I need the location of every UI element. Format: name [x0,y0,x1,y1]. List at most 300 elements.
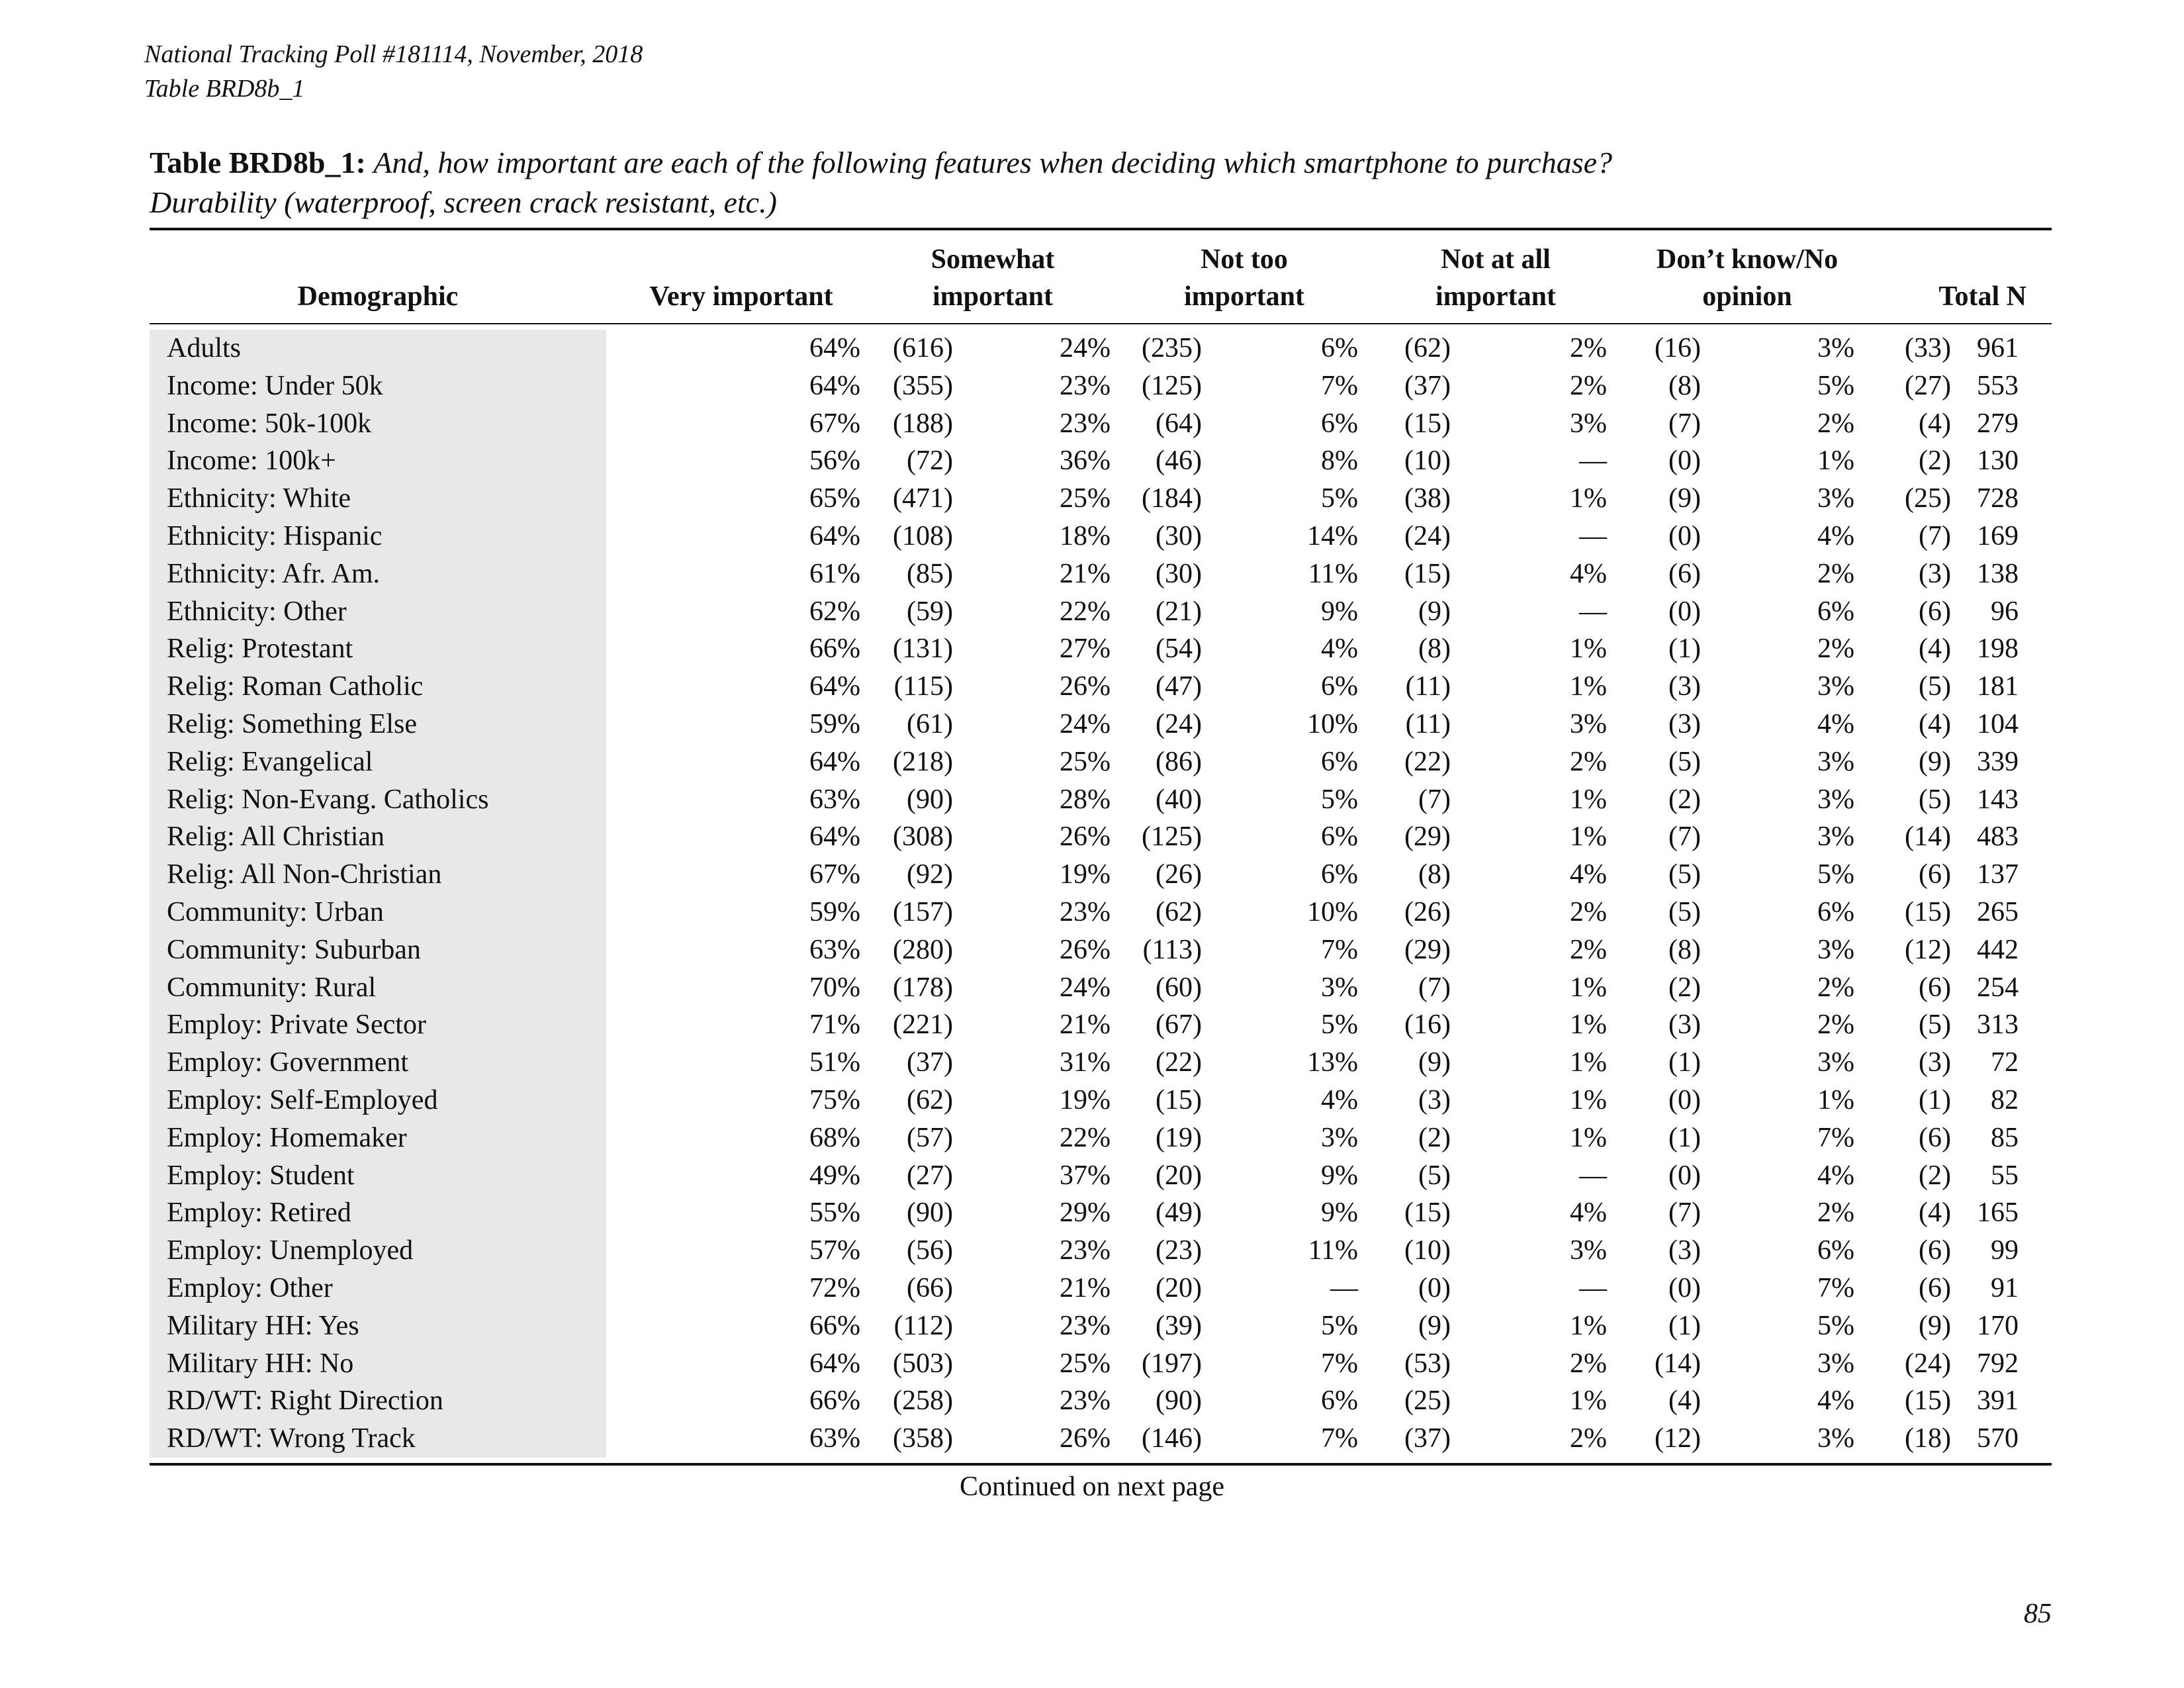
not-at-all-important-pct: 2% [1570,934,1607,965]
somewhat-important-n: (113) [1142,934,1202,965]
not-too-important-n: (7) [1418,784,1451,815]
not-at-all-important-n: (0) [1668,596,1701,627]
dont-know-pct: 5% [1817,1310,1854,1341]
very-important-n: (112) [893,1310,953,1341]
dont-know-pct: 3% [1817,1047,1854,1078]
row-demographic: Relig: All Non-Christian [167,859,442,890]
row-demographic: Income: 50k-100k [167,408,372,439]
very-important-n: (358) [893,1423,953,1454]
dont-know-pct: 3% [1817,671,1854,702]
very-important-n: (157) [893,896,953,927]
not-too-important-n: (15) [1404,1197,1451,1229]
very-important-n: (90) [907,1197,953,1229]
not-at-all-important-n: (4) [1668,1385,1701,1417]
not-too-important-pct: 6% [1321,408,1358,439]
not-at-all-important-pct: 1% [1570,1009,1607,1041]
somewhat-important-pct: 24% [1060,708,1111,739]
table-row [150,1157,2052,1195]
dont-know-n: (4) [1919,633,1951,665]
very-important-n: (92) [907,859,953,890]
row-demographic: Ethnicity: Other [167,596,347,627]
total-n: 339 [1977,746,2019,777]
not-at-all-important-pct: 3% [1570,1235,1607,1266]
table-row [150,593,2052,631]
header-not-too-important: Not too important [1184,244,1304,312]
dont-know-pct: 3% [1817,333,1854,363]
not-too-important-pct: 11% [1308,558,1358,589]
not-at-all-important-pct: 2% [1570,370,1607,401]
dont-know-pct: 5% [1817,859,1854,890]
very-important-pct: 61% [809,558,860,589]
total-n: 279 [1977,408,2019,439]
not-at-all-important-pct: — [1579,445,1607,477]
not-at-all-important-n: (8) [1668,934,1701,965]
not-at-all-important-pct: 1% [1570,821,1607,853]
not-at-all-important-pct: 1% [1570,972,1607,1003]
not-at-all-important-pct: 4% [1570,558,1607,589]
somewhat-important-n: (24) [1156,708,1202,739]
very-important-pct: 66% [809,633,860,665]
row-demographic: Employ: Other [167,1272,333,1303]
table-title-question: And, how important are each of the following features when deciding which smartphone to purchase? [373,146,1613,179]
row-demographic: Ethnicity: Afr. Am. [167,558,380,589]
row-demographic: Employ: Unemployed [167,1235,414,1266]
not-at-all-important-n: (0) [1668,520,1701,551]
table-body [150,330,2052,1458]
table-row [150,405,2052,443]
very-important-n: (61) [907,708,953,739]
very-important-pct: 65% [809,483,860,514]
not-too-important-pct: 7% [1321,370,1358,401]
very-important-pct: 64% [809,746,860,777]
not-at-all-important-pct: 1% [1570,1385,1607,1417]
not-too-important-pct: 9% [1321,596,1358,627]
somewhat-important-pct: 31% [1060,1047,1111,1078]
dont-know-pct: 3% [1817,784,1854,815]
somewhat-important-n: (125) [1142,821,1202,853]
dont-know-pct: 3% [1817,1348,1854,1379]
dont-know-pct: 3% [1817,934,1854,965]
dont-know-n: (5) [1919,1009,1951,1041]
row-demographic: RD/WT: Wrong Track [167,1423,416,1454]
running-header-poll: National Tracking Poll #181114, November, 2018 [144,40,643,68]
very-important-n: (503) [893,1348,953,1379]
not-at-all-important-n: (6) [1668,558,1701,589]
header-dont-know: Don’t know/No opinion [1656,244,1839,312]
dont-know-n: (9) [1919,746,1951,777]
dont-know-pct: 7% [1817,1122,1854,1153]
dont-know-n: (4) [1919,1197,1951,1229]
very-important-n: (59) [907,596,953,627]
dont-know-n: (6) [1919,596,1951,627]
not-too-important-n: (3) [1418,1084,1451,1115]
somewhat-important-n: (22) [1156,1047,1202,1078]
very-important-n: (62) [907,1084,953,1115]
total-n: 254 [1977,972,2019,1003]
somewhat-important-pct: 25% [1060,483,1111,514]
row-demographic: Employ: Government [167,1047,409,1078]
very-important-pct: 63% [809,784,860,815]
not-too-important-pct: 6% [1321,333,1358,363]
dont-know-pct: 2% [1817,972,1854,1003]
total-n: 728 [1977,483,2019,514]
dont-know-n: (2) [1919,445,1951,477]
somewhat-important-pct: 36% [1060,445,1111,477]
not-at-all-important-pct: 1% [1570,671,1607,702]
not-at-all-important-pct: 3% [1570,708,1607,739]
not-too-important-pct: 4% [1321,1084,1358,1115]
row-demographic: Community: Suburban [167,934,421,965]
somewhat-important-pct: 27% [1060,633,1111,665]
very-important-n: (37) [907,1047,953,1078]
not-too-important-n: (37) [1404,1423,1451,1454]
very-important-n: (280) [893,934,953,965]
not-too-important-n: (8) [1418,859,1451,890]
somewhat-important-n: (125) [1142,370,1202,401]
somewhat-important-n: (39) [1156,1310,1202,1341]
not-at-all-important-n: (0) [1668,1160,1701,1191]
not-at-all-important-n: (14) [1655,1348,1701,1379]
not-at-all-important-n: (1) [1668,1310,1701,1341]
table-row [150,367,2052,405]
not-at-all-important-n: (3) [1668,671,1701,702]
not-too-important-n: (62) [1404,333,1451,363]
row-demographic: Military HH: Yes [167,1310,359,1341]
not-at-all-important-n: (0) [1668,1084,1701,1115]
header-rule [150,323,2052,324]
dont-know-n: (25) [1905,483,1951,514]
table-row [150,818,2052,856]
dont-know-pct: 3% [1817,483,1854,514]
somewhat-important-n: (20) [1156,1160,1202,1191]
dont-know-n: (5) [1919,671,1951,702]
not-too-important-n: (0) [1418,1272,1451,1303]
table-title [150,143,2056,222]
very-important-pct: 57% [809,1235,860,1266]
not-at-all-important-pct: — [1579,596,1607,627]
dont-know-n: (1) [1919,1084,1951,1115]
table-row [150,1345,2052,1383]
somewhat-important-n: (60) [1156,972,1202,1003]
dont-know-pct: 3% [1817,1423,1854,1454]
very-important-pct: 71% [809,1009,860,1041]
not-too-important-n: (5) [1418,1160,1451,1191]
row-demographic: Relig: Roman Catholic [167,671,424,702]
not-at-all-important-pct: — [1579,520,1607,551]
not-too-important-n: (11) [1405,708,1451,739]
somewhat-important-pct: 23% [1060,1235,1111,1266]
not-too-important-pct: 11% [1308,1235,1358,1266]
not-at-all-important-n: (2) [1668,972,1701,1003]
somewhat-important-n: (67) [1156,1009,1202,1041]
row-demographic: Adults [167,333,242,363]
table-row [150,1382,2052,1420]
row-demographic: Ethnicity: Hispanic [167,520,383,551]
very-important-pct: 55% [809,1197,860,1229]
not-too-important-n: (7) [1418,972,1451,1003]
not-at-all-important-n: (9) [1668,483,1701,514]
somewhat-important-n: (49) [1156,1197,1202,1229]
not-too-important-pct: 6% [1321,746,1358,777]
very-important-pct: 64% [809,520,860,551]
running-header [144,37,643,106]
dont-know-n: (4) [1919,708,1951,739]
page-number: 85 [2024,1599,2052,1629]
not-at-all-important-n: (1) [1668,633,1701,665]
somewhat-important-pct: 29% [1060,1197,1111,1229]
somewhat-important-pct: 26% [1060,671,1111,702]
not-at-all-important-pct: 1% [1570,1084,1607,1115]
table-row [150,1232,2052,1270]
somewhat-important-n: (235) [1142,333,1202,363]
not-too-important-n: (22) [1404,746,1451,777]
total-n: 570 [1977,1423,2019,1454]
somewhat-important-n: (54) [1156,633,1202,665]
very-important-pct: 68% [809,1122,860,1153]
not-at-all-important-n: (3) [1668,1009,1701,1041]
not-too-important-pct: 5% [1321,1009,1358,1041]
total-n: 313 [1977,1009,2019,1041]
very-important-n: (131) [893,633,953,665]
row-demographic: RD/WT: Right Direction [167,1385,443,1417]
not-too-important-pct: 8% [1321,445,1358,477]
very-important-n: (90) [907,784,953,815]
row-demographic: Relig: Something Else [167,708,417,739]
row-demographic: Relig: Evangelical [167,746,373,777]
dont-know-pct: 1% [1817,1084,1854,1115]
very-important-n: (57) [907,1122,953,1153]
somewhat-important-pct: 26% [1060,934,1111,965]
very-important-pct: 67% [809,408,860,439]
dont-know-pct: 4% [1817,1160,1854,1191]
not-at-all-important-pct: 1% [1570,784,1607,815]
not-at-all-important-pct: 2% [1570,1423,1607,1454]
table-title-subtitle: Durability (waterproof, screen crack resistant, etc.) [150,185,777,219]
row-demographic: Employ: Retired [167,1197,351,1229]
dont-know-pct: 7% [1817,1272,1854,1303]
total-n: 72 [1991,1047,2019,1078]
row-demographic: Relig: All Christian [167,821,385,853]
very-important-n: (72) [907,445,953,477]
somewhat-important-n: (23) [1156,1235,1202,1266]
very-important-pct: 64% [809,333,860,363]
somewhat-important-pct: 23% [1060,370,1111,401]
row-demographic: Income: 100k+ [167,445,336,477]
header-total-n: Total N [1938,281,2026,312]
not-too-important-pct: 6% [1321,1385,1358,1417]
somewhat-important-n: (26) [1156,859,1202,890]
not-too-important-pct: 14% [1307,520,1358,551]
table-row [150,931,2052,969]
dont-know-n: (27) [1905,370,1951,401]
not-too-important-pct: 7% [1321,934,1358,965]
table-row [150,442,2052,480]
total-n: 91 [1991,1272,2019,1303]
somewhat-important-pct: 24% [1060,333,1111,363]
very-important-pct: 59% [809,896,860,927]
table-row [150,518,2052,555]
not-at-all-important-n: (7) [1668,821,1701,853]
very-important-n: (308) [893,821,953,853]
dont-know-n: (33) [1905,333,1951,363]
not-too-important-pct: — [1330,1272,1358,1303]
total-n: 169 [1977,520,2019,551]
very-important-n: (188) [893,408,953,439]
not-too-important-pct: 13% [1307,1047,1358,1078]
somewhat-important-pct: 28% [1060,784,1111,815]
dont-know-n: (3) [1919,1047,1951,1078]
table-row [150,1420,2052,1458]
very-important-n: (221) [893,1009,953,1041]
not-at-all-important-n: (3) [1668,1235,1701,1266]
table-row [150,894,2052,931]
not-too-important-pct: 10% [1307,708,1358,739]
table-row [150,1082,2052,1119]
dont-know-n: (7) [1919,520,1951,551]
dont-know-n: (6) [1919,1122,1951,1153]
table-row [150,856,2052,894]
row-demographic: Employ: Student [167,1160,355,1191]
total-n: 181 [1977,671,2019,702]
very-important-pct: 67% [809,859,860,890]
dont-know-n: (6) [1919,1235,1951,1266]
very-important-pct: 49% [809,1160,860,1191]
not-too-important-n: (37) [1404,370,1451,401]
dont-know-pct: 6% [1817,1235,1854,1266]
very-important-n: (108) [893,520,953,551]
very-important-n: (218) [893,746,953,777]
not-at-all-important-n: (16) [1655,333,1701,363]
row-demographic: Employ: Homemaker [167,1122,407,1153]
not-too-important-n: (10) [1404,1235,1451,1266]
not-too-important-n: (2) [1418,1122,1451,1153]
somewhat-important-n: (30) [1156,520,1202,551]
somewhat-important-pct: 26% [1060,821,1111,853]
not-too-important-n: (8) [1418,633,1451,665]
table-row [150,1044,2052,1082]
not-at-all-important-pct: — [1579,1272,1607,1303]
very-important-pct: 63% [809,1423,860,1454]
total-n: 99 [1991,1235,2019,1266]
not-at-all-important-pct: 2% [1570,746,1607,777]
table-row [150,630,2052,668]
somewhat-important-n: (19) [1156,1122,1202,1153]
not-too-important-n: (29) [1404,821,1451,853]
not-at-all-important-n: (7) [1668,1197,1701,1229]
somewhat-important-pct: 21% [1060,1009,1111,1041]
total-n: 391 [1977,1385,2019,1417]
very-important-pct: 64% [809,370,860,401]
very-important-n: (85) [907,558,953,589]
not-at-all-important-pct: 3% [1570,408,1607,439]
row-demographic: Military HH: No [167,1348,354,1379]
row-demographic: Community: Rural [167,972,377,1003]
not-too-important-pct: 4% [1321,633,1358,665]
dont-know-n: (6) [1919,1272,1951,1303]
dont-know-n: (6) [1919,859,1951,890]
not-at-all-important-pct: 4% [1570,1197,1607,1229]
not-at-all-important-pct: 1% [1570,1047,1607,1078]
very-important-pct: 63% [809,934,860,965]
not-at-all-important-n: (1) [1668,1122,1701,1153]
dont-know-n: (12) [1905,934,1951,965]
table-row [150,1270,2052,1307]
dont-know-pct: 2% [1817,558,1854,589]
header-demographic: Demographic [297,281,459,312]
very-important-pct: 66% [809,1310,860,1341]
dont-know-pct: 6% [1817,896,1854,927]
very-important-n: (616) [893,333,953,363]
total-n: 165 [1977,1197,2019,1229]
not-at-all-important-pct: 4% [1570,859,1607,890]
continued-note: Continued on next page [959,1472,1225,1502]
not-too-important-pct: 6% [1321,671,1358,702]
total-n: 130 [1977,445,2019,477]
very-important-pct: 64% [809,671,860,702]
somewhat-important-n: (15) [1156,1084,1202,1115]
running-header-table-id: Table BRD8b_1 [144,75,305,103]
somewhat-important-pct: 23% [1060,896,1111,927]
somewhat-important-n: (64) [1156,408,1202,439]
very-important-pct: 64% [809,821,860,853]
very-important-pct: 64% [809,1348,860,1379]
not-too-important-n: (26) [1404,896,1451,927]
not-too-important-n: (15) [1404,408,1451,439]
somewhat-important-pct: 22% [1060,596,1111,627]
table-row [150,706,2052,743]
somewhat-important-pct: 25% [1060,1348,1111,1379]
dont-know-pct: 4% [1817,520,1854,551]
not-too-important-n: (9) [1418,1047,1451,1078]
total-n: 792 [1977,1348,2019,1379]
row-demographic: Relig: Protestant [167,633,353,665]
header-somewhat-important: Somewhat important [931,244,1055,312]
total-n: 483 [1977,821,2019,853]
somewhat-important-pct: 21% [1060,558,1111,589]
not-too-important-pct: 6% [1321,821,1358,853]
very-important-pct: 51% [809,1047,860,1078]
table-title-label: Table BRD8b_1: [150,146,366,179]
row-demographic: Relig: Non-Evang. Catholics [167,784,489,815]
somewhat-important-pct: 24% [1060,972,1111,1003]
very-important-n: (115) [893,671,953,702]
not-too-important-pct: 6% [1321,859,1358,890]
somewhat-important-pct: 21% [1060,1272,1111,1303]
somewhat-important-n: (90) [1156,1385,1202,1417]
somewhat-important-pct: 19% [1060,859,1111,890]
dont-know-n: (14) [1905,821,1951,853]
somewhat-important-n: (86) [1156,746,1202,777]
not-at-all-important-n: (12) [1655,1423,1701,1454]
dont-know-n: (24) [1905,1348,1951,1379]
not-too-important-pct: 5% [1321,483,1358,514]
dont-know-pct: 6% [1817,596,1854,627]
not-too-important-n: (16) [1404,1009,1451,1041]
not-at-all-important-pct: 2% [1570,333,1607,363]
not-too-important-pct: 5% [1321,1310,1358,1341]
dont-know-n: (5) [1919,784,1951,815]
not-at-all-important-n: (5) [1668,859,1701,890]
not-too-important-n: (29) [1404,934,1451,965]
very-important-n: (355) [893,370,953,401]
dont-know-n: (18) [1905,1423,1951,1454]
total-n: 198 [1977,633,2019,665]
somewhat-important-pct: 22% [1060,1122,1111,1153]
very-important-n: (56) [907,1235,953,1266]
not-at-all-important-n: (5) [1668,746,1701,777]
table-row [150,781,2052,819]
total-n: 170 [1977,1310,2019,1341]
